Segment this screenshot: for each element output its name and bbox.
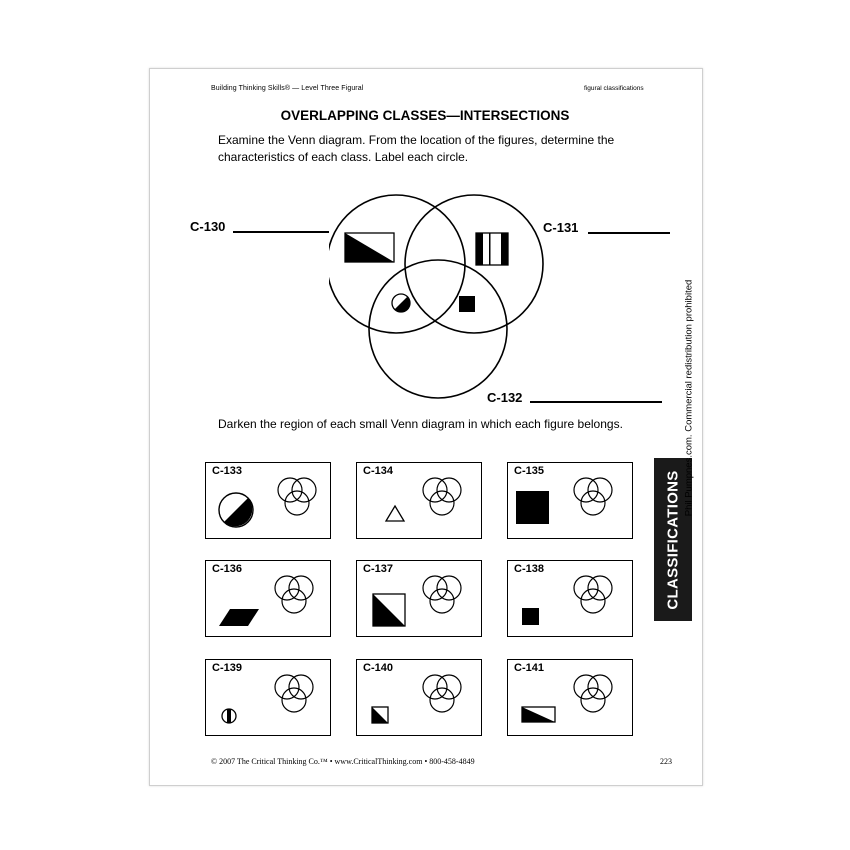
small-venn-diagram xyxy=(275,675,313,712)
answer-line-c131[interactable] xyxy=(588,232,670,234)
half-dark-circle-figure xyxy=(219,493,253,527)
small-venn-diagram xyxy=(278,478,316,515)
problem-label: C-135 xyxy=(514,465,544,477)
label-c131: C-131 xyxy=(543,220,579,235)
parallelogram-figure xyxy=(219,609,259,626)
page-number: 223 xyxy=(660,757,672,766)
diagonal-rectangle-figure xyxy=(345,233,394,262)
striped-rectangle-figure xyxy=(476,233,508,265)
answer-line-c132[interactable] xyxy=(530,401,662,403)
problem-label: C-138 xyxy=(514,563,544,575)
problem-label: C-140 xyxy=(363,662,393,674)
small-venn-diagram xyxy=(423,675,461,712)
problem-box-c133[interactable] xyxy=(205,462,331,539)
problem-label: C-139 xyxy=(212,662,242,674)
footer-copyright: © 2007 The Critical Thinking Co.™ • www.CriticalThinking.com • 800-458-4849 xyxy=(211,757,475,766)
header-book-title: Building Thinking Skills® — Level Three Figural xyxy=(211,85,364,92)
header-section: figural classifications xyxy=(584,85,644,92)
label-c132: C-132 xyxy=(487,390,523,405)
instructions-darken: Darken the region of each small Venn diagram in which each figure belongs. xyxy=(218,417,623,431)
black-square-figure xyxy=(459,296,475,312)
problem-box-c141[interactable] xyxy=(507,659,633,736)
page-title: OVERLAPPING CLASSES—INTERSECTIONS xyxy=(280,108,570,123)
problem-label: C-134 xyxy=(363,465,393,477)
problem-box-c138[interactable] xyxy=(507,560,633,637)
small-venn-diagram xyxy=(574,478,612,515)
triangle-figure xyxy=(386,506,404,521)
problem-box-c140[interactable] xyxy=(356,659,482,736)
diagonal-rectangle-figure xyxy=(522,707,555,722)
small-venn-diagram xyxy=(423,576,461,613)
problem-label: C-133 xyxy=(212,465,242,477)
problem-label: C-137 xyxy=(363,563,393,575)
circle-vertical-bar-figure xyxy=(222,709,236,723)
label-c130: C-130 xyxy=(190,219,226,234)
main-venn-diagram xyxy=(329,192,549,402)
answer-line-c130[interactable] xyxy=(233,231,329,233)
watermark-text: Phil Pumpnes.com. Commercial redistribution prohibited xyxy=(683,279,695,517)
venn-circle-c130 xyxy=(329,195,465,333)
diagonal-square-figure xyxy=(373,594,405,626)
small-venn-diagram xyxy=(574,675,612,712)
black-square-figure xyxy=(516,491,549,524)
half-dark-circle-figure xyxy=(392,294,410,312)
problem-box-c139[interactable] xyxy=(205,659,331,736)
problem-box-c134[interactable] xyxy=(356,462,482,539)
small-venn-diagram xyxy=(423,478,461,515)
venn-circle-c131 xyxy=(405,195,543,333)
problem-label: C-136 xyxy=(212,563,242,575)
instructions-venn: Examine the Venn diagram. From the location of the figures, determine the characteristics of each class. Label each circle. xyxy=(218,133,615,164)
small-venn-diagram xyxy=(275,576,313,613)
problem-box-c137[interactable] xyxy=(356,560,482,637)
side-tab-label: CLASSIFICATIONS xyxy=(664,470,682,610)
venn-circle-c132 xyxy=(369,260,507,398)
problem-label: C-141 xyxy=(514,662,544,674)
problem-box-c136[interactable] xyxy=(205,560,331,637)
small-diagonal-square-figure xyxy=(372,707,388,723)
small-black-square-figure xyxy=(522,608,539,625)
small-venn-diagram xyxy=(574,576,612,613)
problem-box-c135[interactable] xyxy=(507,462,633,539)
